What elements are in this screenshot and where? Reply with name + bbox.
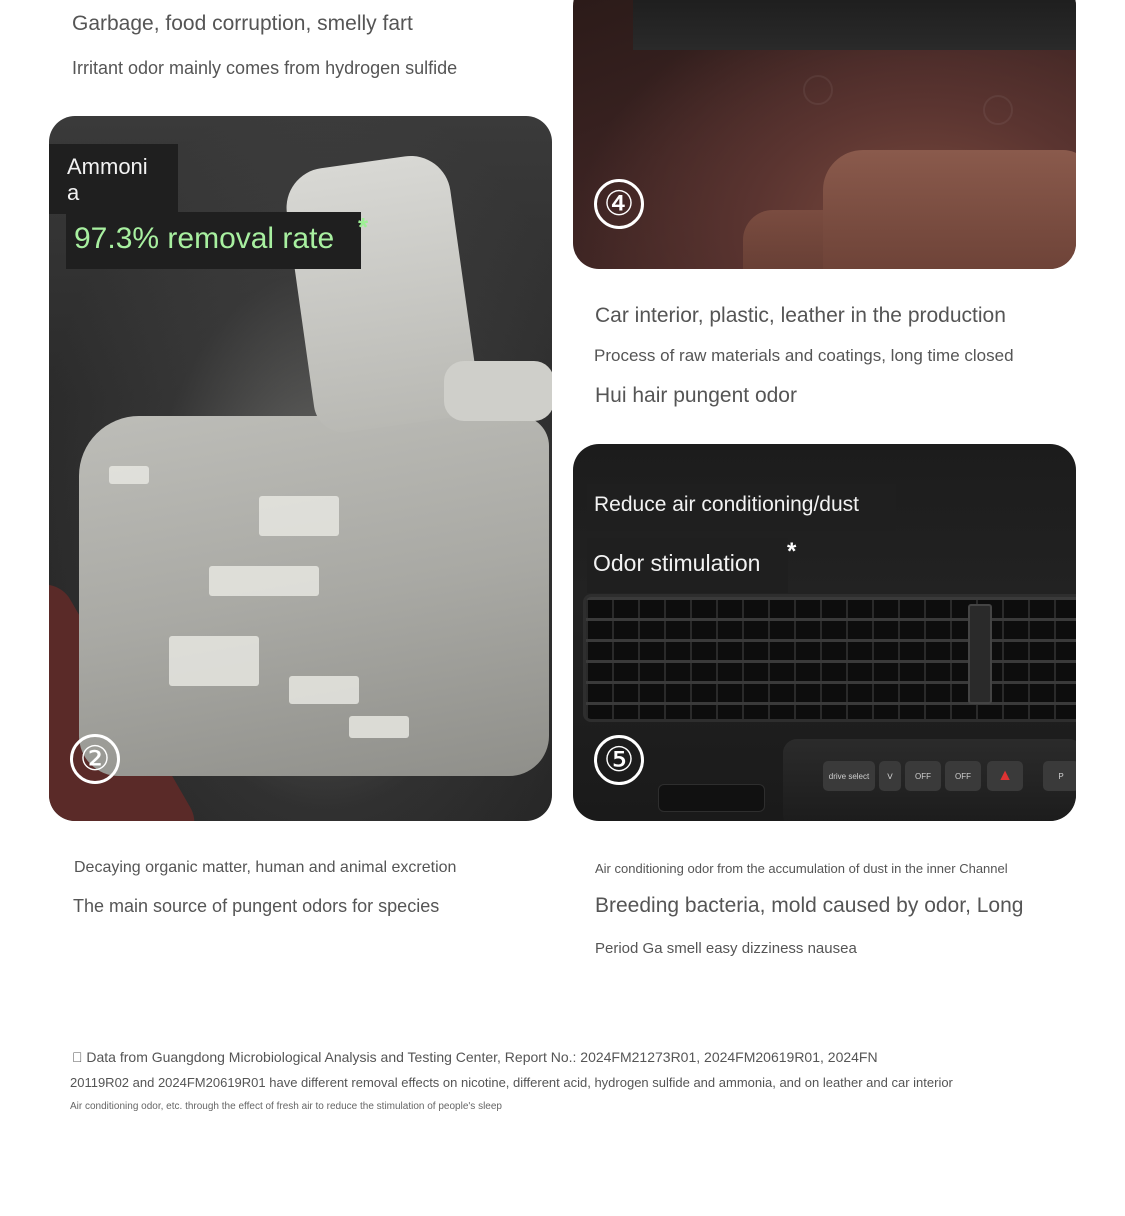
armrest-shape <box>444 361 552 421</box>
footnote-line-1:   Data from Guangdong Microbiological Analysis and Testing Center, Report No.: 2024FM21273R01, 2024FM20619R01, 2024FN <box>72 1049 878 1065</box>
leather-seat-shape <box>823 150 1076 269</box>
panel2-caption-2: The main source of pungent odors for species <box>73 896 440 916</box>
number-five-icon: ⑤ <box>594 735 644 785</box>
air-vent-image <box>573 444 1076 821</box>
sport-off-button: OFF <box>905 761 941 791</box>
panel4-caption-1: Car interior, plastic, leather in the production <box>595 304 1006 327</box>
odor-stimulation-label: Odor stimulation <box>587 538 788 593</box>
panel4-caption-2: Process of raw materials and coatings, long time closed <box>594 346 1014 365</box>
debris-shape <box>209 566 319 596</box>
debris-shape <box>289 676 359 704</box>
debris-shape <box>109 466 149 484</box>
assist-off-button: OFF <box>945 761 981 791</box>
removal-rate-label: 97.3% removal rate <box>66 212 361 269</box>
top-left-line-1: Garbage, food corruption, smelly fart <box>72 12 413 35</box>
panel5-caption-2: Breeding bacteria, mold caused by odor, Long <box>595 894 1024 917</box>
number-two-icon: ② <box>70 734 120 784</box>
debris-shape <box>169 636 259 686</box>
footnote-line-2: 20119R02 and 2024FM20619R01 have different removal effects on nicotine, different acid, hydrogen sulfide and ammonia, and on leather and car interior <box>70 1075 953 1090</box>
panel5-caption-3: Period Ga smell easy dizziness nausea <box>595 940 857 957</box>
watermark-icon <box>983 95 1013 125</box>
seat-cushion-shape <box>79 416 549 776</box>
console-slot <box>658 784 765 812</box>
ammonia-title: Ammoni a <box>49 144 178 214</box>
panel5-caption-1: Air conditioning odor from the accumulation of dust in the inner Channel <box>595 861 1008 876</box>
panel2-caption-1: Decaying organic matter, human and animal excretion <box>74 859 457 876</box>
panel4-caption-3: Hui hair pungent odor <box>595 384 797 407</box>
watermark-icon <box>803 75 833 105</box>
hazard-icon: ▲ <box>987 761 1023 791</box>
top-left-line-2: Irritant odor mainly comes from hydrogen sulfide <box>72 58 458 78</box>
drive-select-button: drive select <box>823 761 875 791</box>
footnote-line-3: Air conditioning odor, etc. through the effect of fresh air to reduce the stimulation of people's sleep <box>70 1101 502 1112</box>
vent-adjuster <box>968 604 992 704</box>
debris-shape <box>259 496 339 536</box>
reduce-ac-label: Reduce air conditioning/dust <box>587 484 896 531</box>
number-four-icon: ④ <box>594 179 644 229</box>
debris-shape <box>349 716 409 738</box>
dashboard-shape <box>633 0 1076 50</box>
chevron-down-icon: ᐯ <box>879 761 901 791</box>
dirty-seat-image <box>49 116 552 821</box>
asterisk-mark: * <box>358 212 369 242</box>
asterisk-mark: * <box>787 538 797 565</box>
leather-interior-image <box>573 0 1076 269</box>
parking-icon: P <box>1043 761 1076 791</box>
air-vent-grille <box>583 594 1076 722</box>
